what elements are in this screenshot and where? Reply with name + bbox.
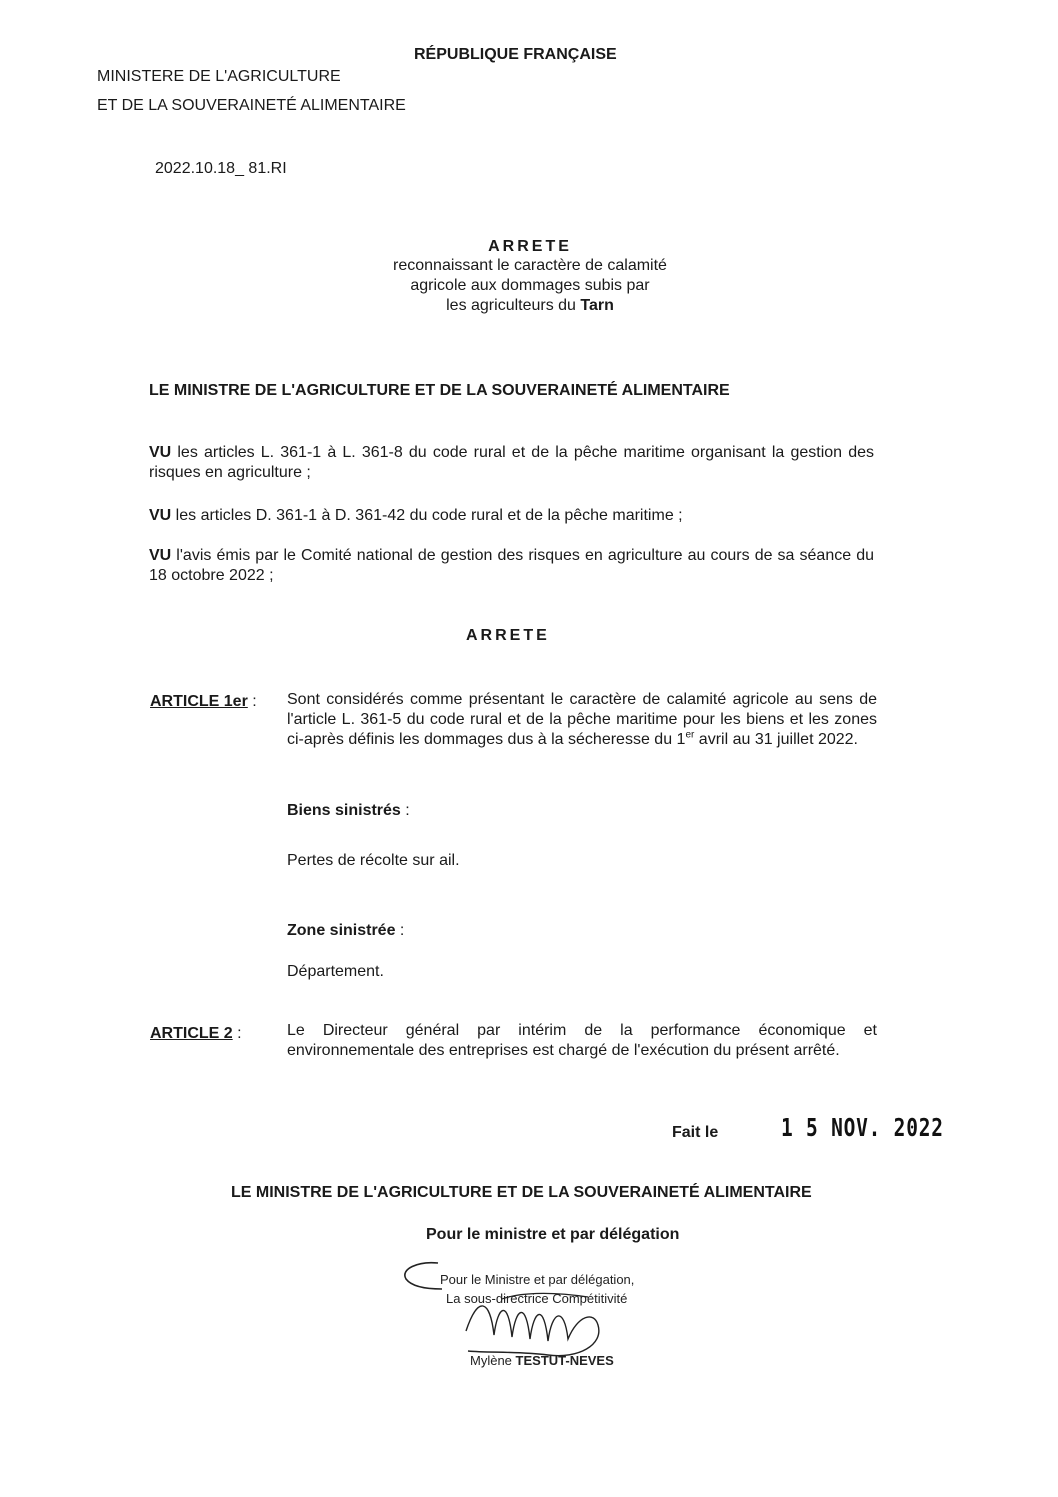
visa-text: les articles D. 361-1 à D. 361-42 du code rural et de la pêche maritime ;: [171, 507, 683, 524]
visa-label: VU: [149, 547, 172, 564]
goods-label-wrap: [287, 801, 410, 821]
visa-1: [149, 443, 874, 483]
title-line-1: reconnaissant le caractère de calamité: [393, 257, 667, 274]
decree-heading: ARRETE: [466, 627, 550, 644]
goods-value: Pertes de récolte sur ail.: [287, 852, 460, 869]
stamp-line-1: Pour le Ministre et par délégation,: [440, 1272, 635, 1287]
article-1-text-main: Sont considérés comme présentant le caractère de calamité agricole au sens de l'article L. 361-5 du code rural et de la pêche maritime pour les biens et les zones ci-après définis les dommages dus à la sécheresse du 1: [287, 691, 877, 748]
zone-value: Département.: [287, 963, 384, 980]
minister-heading: LE MINISTRE DE L'AGRICULTURE ET DE LA SOUVERAINETÉ ALIMENTAIRE: [149, 382, 730, 399]
article-1-text: [287, 690, 877, 750]
ordinal-superscript: er: [685, 729, 695, 741]
visa-3: [149, 546, 874, 586]
title-line-3: [330, 296, 730, 316]
stamp-line-2: La sous-directrice Compétitivité: [446, 1291, 628, 1306]
goods-label: Biens sinistrés: [287, 802, 401, 819]
reference-number: 2022.10.18_ 81.RI: [155, 160, 287, 177]
title-block: [330, 238, 730, 316]
department-name: Tarn: [580, 297, 614, 314]
visa-text: l'avis émis par le Comité national de gestion des risques en agriculture au cours de sa séance du 18 octobre 2022 ;: [149, 547, 874, 584]
article-1-label: ARTICLE 1er: [150, 693, 248, 710]
fait-le-label: Fait le: [672, 1124, 719, 1141]
goods-colon: :: [400, 802, 410, 819]
signatory-name: [470, 1352, 614, 1370]
zone-label: Zone sinistrée: [287, 922, 396, 939]
title-heading: ARRETE: [488, 238, 572, 255]
ministry-line-2: ET DE LA SOUVERAINETÉ ALIMENTAIRE: [97, 97, 406, 114]
republic-heading: RÉPUBLIQUE FRANÇAISE: [414, 46, 617, 63]
visa-2: [149, 506, 874, 526]
title-line-3-prefix: les agriculteurs du: [446, 297, 581, 314]
article-2-colon: :: [232, 1025, 242, 1042]
article-1-colon: :: [247, 693, 257, 710]
title-line-2: agricole aux dommages subis par: [410, 277, 650, 294]
ministry-line-1: MINISTERE DE L'AGRICULTURE: [97, 68, 341, 85]
visa-text: les articles L. 361-1 à L. 361-8 du code rural et de la pêche maritime organisant la gestion des risques en agriculture ;: [149, 444, 874, 481]
delegation-line: Pour le ministre et par délégation: [426, 1226, 680, 1243]
signatory-first-name: Mylène: [470, 1353, 516, 1368]
visa-label: VU: [149, 444, 172, 461]
article-2-text: Le Directeur général par intérim de la performance économique et environnementale des entreprises est chargé de l'exécution du présent arrêté.: [287, 1022, 877, 1059]
article-1-label-wrap: [150, 692, 257, 712]
article-2-label-wrap: [150, 1024, 242, 1044]
zone-label-wrap: [287, 921, 404, 941]
date-stamp: 1 5 NOV. 2022: [781, 1113, 944, 1142]
article-1-text-end: avril au 31 juillet 2022.: [694, 731, 858, 748]
visa-label: VU: [149, 507, 172, 524]
article-2-label: ARTICLE 2: [150, 1025, 233, 1042]
zone-colon: :: [395, 922, 405, 939]
signatory-last-name: TESTUT-NEVES: [515, 1353, 614, 1368]
signature-minister-heading: LE MINISTRE DE L'AGRICULTURE ET DE LA SOUVERAINETÉ ALIMENTAIRE: [231, 1184, 812, 1201]
